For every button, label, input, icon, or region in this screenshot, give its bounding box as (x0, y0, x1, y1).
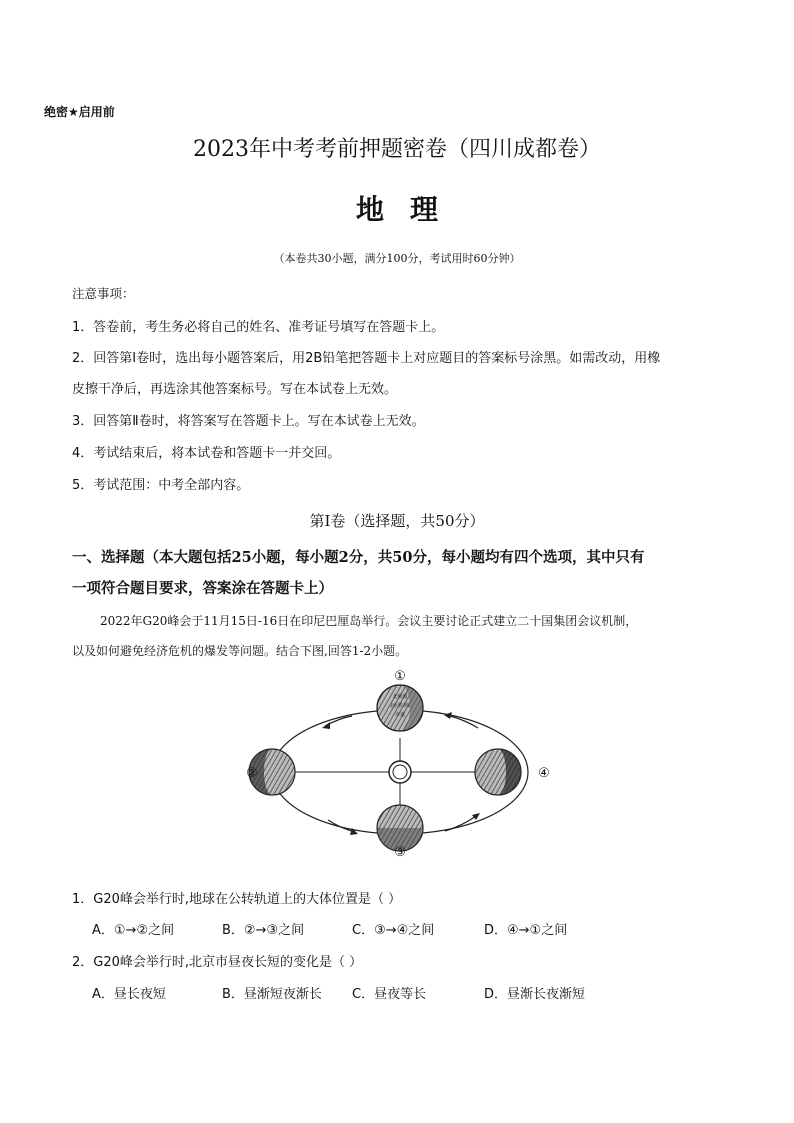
svg-text:北极圈: 北极圈 (392, 694, 408, 700)
position-label-2: ② (246, 766, 258, 781)
section-heading: 一、选择题（本大题包括25小题，每小题2分，共50分，每小题均有四个选项，其中只有 (72, 549, 645, 566)
section-heading: 一项符合题目要求，答案涂在答题卡上） (72, 580, 333, 597)
earth-orbit-diagram (240, 668, 560, 858)
intro-text: 2022年G20峰会于11月15日-16日在印尼巴厘岛举行。会议主要讨论正式建立二十国集团会议机制， (100, 614, 638, 628)
notice-item: 4．考试结束后，将本试卷和答题卡一并交回。 (72, 446, 341, 461)
earth-globe-4 (475, 749, 521, 795)
position-label-3: ③ (394, 845, 406, 858)
question-stem: 1．G20峰会举行时,地球在公转轨道上的大体位置是（ ） (72, 892, 402, 907)
notice-title: 注意事项： (72, 286, 135, 301)
option-c: C．③→④之间 (352, 923, 435, 938)
option-b: B．②→③之间 (222, 923, 305, 938)
intro-text: 以及如何避免经济危机的爆发等问题。结合下图,回答1-2小题。 (72, 644, 408, 658)
notice-item: 2．回答第Ⅰ卷时，选出每小题答案后，用2B铅笔把答题卡上对应题目的答案标号涂黑。如需改动，用橡 (72, 351, 661, 366)
notice-item: 3．回答第Ⅱ卷时，将答案写在答题卡上。写在本试卷上无效。 (72, 414, 425, 429)
option-a: A．①→②之间 (92, 923, 175, 938)
option-c: C．昼夜等长 (352, 987, 427, 1002)
earth-globe-1 (377, 685, 423, 731)
svg-text:赤道: 赤道 (394, 712, 406, 718)
orbit-arrow (472, 813, 480, 820)
notice-item: 皮擦干净后，再选涂其他答案标号。写在本试卷上无效。 (72, 382, 398, 397)
option-d: D．昼渐长夜渐短 (484, 987, 586, 1002)
notice-item: 5．考试范围：中考全部内容。 (72, 478, 250, 493)
position-label-1: ① (394, 669, 406, 684)
option-a: A．昼长夜短 (92, 987, 166, 1002)
option-b: B．昼渐短夜渐长 (222, 987, 322, 1002)
option-d: D．④→①之间 (484, 923, 568, 938)
secret-label: 绝密★启用前 (44, 105, 115, 119)
exam-info: （本卷共30小题，满分100分，考试用时60分钟） (273, 252, 521, 265)
sun-icon (389, 761, 411, 783)
position-label-4: ④ (538, 766, 550, 781)
orbit-arrow (444, 712, 452, 719)
exam-title: 2023年中考考前押题密卷（四川成都卷） (193, 137, 601, 162)
svg-text:北回归线: 北回归线 (389, 703, 411, 709)
notice-item: 1．答卷前，考生务必将自己的姓名、准考证号填写在答题卡上。 (72, 320, 445, 335)
subject-title: 地理 (355, 193, 464, 226)
part-title: 第Ⅰ卷（选择题，共50分） (309, 512, 485, 530)
question-stem: 2．G20峰会举行时,北京市昼夜长短的变化是（ ） (72, 955, 363, 970)
orbit-arrow (322, 722, 330, 729)
